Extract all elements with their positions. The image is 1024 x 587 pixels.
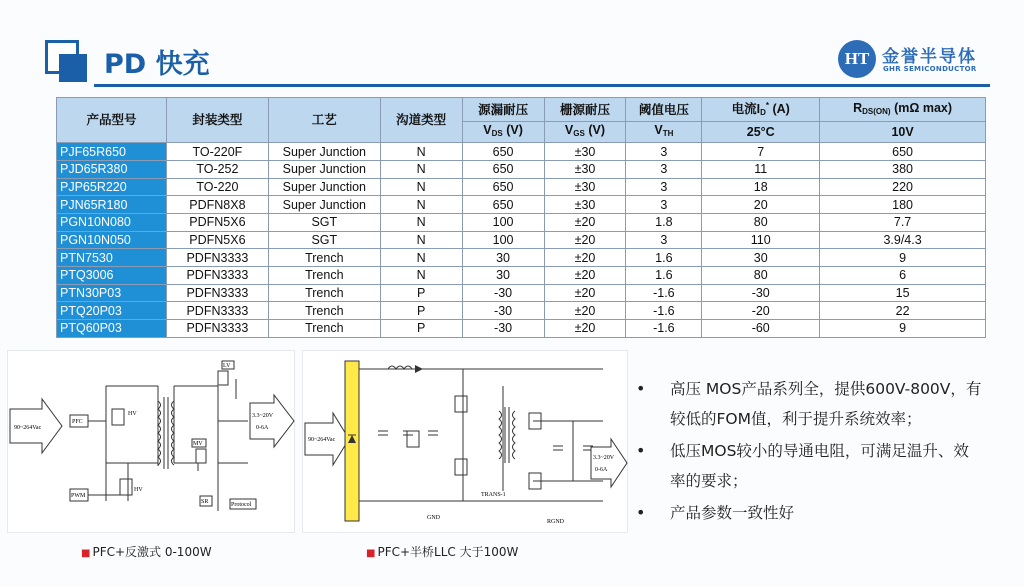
cell-part: PJD65R380 <box>57 160 167 178</box>
cell-vth: 3 <box>626 196 702 214</box>
bullet-item: • 高压 MOS产品系列全，提供600V-800V，有较低的FOM值，利于提升系统效率； <box>634 374 984 434</box>
cell-rds: 9 <box>820 249 986 267</box>
cell-part: PTQ20P03 <box>57 302 167 320</box>
left-pfc-label: PFC <box>72 419 83 425</box>
cell-channel: N <box>380 160 462 178</box>
left-protocol-label: Protocol <box>231 502 252 508</box>
col-header-rds: $R_{DS(ON)}$ (mΩ max) <box>820 98 986 122</box>
cell-vds: 650 <box>462 196 544 214</box>
table-row <box>57 231 986 249</box>
llc-output-arrow-icon <box>591 439 627 487</box>
cell-channel: N <box>380 266 462 284</box>
cell-vgs: ±30 <box>544 143 626 161</box>
caption-marker-icon: ■ <box>81 548 91 559</box>
cell-vth: 1.6 <box>626 266 702 284</box>
cell-vgs: ±20 <box>544 302 626 320</box>
cell-channel: P <box>380 284 462 302</box>
flyback-circuit-diagram <box>7 350 295 533</box>
cell-package: PDFN3333 <box>166 249 268 267</box>
cell-id: -30 <box>702 284 820 302</box>
cell-part: PJP65R220 <box>57 178 167 196</box>
left-hv1-label: HV <box>128 411 137 417</box>
cell-id: 7 <box>702 143 820 161</box>
cell-rds: 3.9/4.3 <box>820 231 986 249</box>
cell-vds: -30 <box>462 302 544 320</box>
cell-vds: 650 <box>462 178 544 196</box>
col-subheader-id-condition: 25°C <box>702 122 820 143</box>
cell-rds: 9 <box>820 320 986 338</box>
cell-rds: 7.7 <box>820 213 986 231</box>
cell-vth: 1.8 <box>626 213 702 231</box>
table-row <box>57 249 986 267</box>
cell-vth: 1.6 <box>626 249 702 267</box>
caption-marker-icon: ■ <box>366 548 376 559</box>
col-subheader-vth: $V_{TH}$ <box>626 122 702 143</box>
cell-package: PDFN3333 <box>166 284 268 302</box>
col-header-vth: 阈值电压 <box>626 98 702 122</box>
cell-rds: 380 <box>820 160 986 178</box>
cell-channel: N <box>380 231 462 249</box>
table-row <box>57 178 986 196</box>
cell-vgs: ±20 <box>544 249 626 267</box>
table-row <box>57 213 986 231</box>
cell-channel: N <box>380 249 462 267</box>
cell-rds: 220 <box>820 178 986 196</box>
cell-part: PJF65R650 <box>57 143 167 161</box>
cell-process: Trench <box>268 266 380 284</box>
cell-package: PDFN5X6 <box>166 231 268 249</box>
table-row <box>57 160 986 178</box>
right-rgnd-label: RGND <box>547 519 565 525</box>
cell-vds: 100 <box>462 231 544 249</box>
cell-vth: 3 <box>626 160 702 178</box>
table-row <box>57 320 986 338</box>
cell-vds: 30 <box>462 266 544 284</box>
cell-vds: 650 <box>462 160 544 178</box>
cell-vth: 3 <box>626 178 702 196</box>
cell-vds: 650 <box>462 143 544 161</box>
cell-package: PDFN3333 <box>166 302 268 320</box>
cell-vgs: ±30 <box>544 160 626 178</box>
cell-rds: 6 <box>820 266 986 284</box>
col-subheader-vgs: $V_{GS}$ (V) <box>544 122 626 143</box>
cell-id: 30 <box>702 249 820 267</box>
bullet-item: • 产品参数一致性好 <box>634 498 984 528</box>
cell-vth: 3 <box>626 231 702 249</box>
right-gnd-label: GND <box>427 515 440 521</box>
left-hv2-label: HV <box>134 487 143 493</box>
cell-process: Super Junction <box>268 160 380 178</box>
cell-id: 80 <box>702 266 820 284</box>
cell-package: TO-220 <box>166 178 268 196</box>
cell-process: Super Junction <box>268 196 380 214</box>
cell-vgs: ±20 <box>544 231 626 249</box>
cell-id: -20 <box>702 302 820 320</box>
cell-channel: N <box>380 143 462 161</box>
logo-mark-icon: HT <box>838 40 876 78</box>
left-output-a-label: 0-6A <box>256 425 269 431</box>
cell-rds: 650 <box>820 143 986 161</box>
left-sr-label: SR <box>201 499 209 505</box>
cell-vds: -30 <box>462 284 544 302</box>
cell-id: 20 <box>702 196 820 214</box>
cell-vgs: ±30 <box>544 178 626 196</box>
cell-part: PGN10N080 <box>57 213 167 231</box>
cell-part: PTQ3006 <box>57 266 167 284</box>
table-row <box>57 284 986 302</box>
cell-vds: 30 <box>462 249 544 267</box>
right-input-label: 90~264Vac <box>308 437 336 443</box>
right-output-a-label: 0-6A <box>595 467 608 473</box>
cell-package: PDFN3333 <box>166 266 268 284</box>
cell-id: 110 <box>702 231 820 249</box>
col-header-vgs: 栅源耐压 <box>544 98 626 122</box>
col-header-channel: 沟道类型 <box>380 98 462 143</box>
cell-vth: 3 <box>626 143 702 161</box>
cell-part: PGN10N050 <box>57 231 167 249</box>
cell-channel: N <box>380 213 462 231</box>
table-row <box>57 143 986 161</box>
cell-vgs: ±20 <box>544 213 626 231</box>
table-row <box>57 266 986 284</box>
col-header-part: 产品型号 <box>57 98 167 143</box>
left-mv-label: MV <box>193 441 203 447</box>
cell-package: PDFN3333 <box>166 320 268 338</box>
cell-id: 11 <box>702 160 820 178</box>
left-output-v-label: 3.3~20V <box>252 413 274 419</box>
cell-rds: 180 <box>820 196 986 214</box>
col-header-id: 电流$I_D^*$ (A) <box>702 98 820 122</box>
cell-part: PTN7530 <box>57 249 167 267</box>
cell-channel: P <box>380 302 462 320</box>
cell-channel: P <box>380 320 462 338</box>
cell-process: SGT <box>268 213 380 231</box>
cell-process: Super Junction <box>268 143 380 161</box>
page-title: PD 快充 <box>104 49 210 80</box>
cell-process: Trench <box>268 302 380 320</box>
cell-process: Trench <box>268 249 380 267</box>
cell-vth: -1.6 <box>626 284 702 302</box>
title-square-icon <box>45 40 87 82</box>
logo-name-cn: 金誉半导体 <box>882 47 977 67</box>
cell-id: 80 <box>702 213 820 231</box>
cell-vds: -30 <box>462 320 544 338</box>
feature-bullets <box>634 374 984 530</box>
cell-channel: N <box>380 196 462 214</box>
cell-part: PJN65R180 <box>57 196 167 214</box>
cell-package: TO-220F <box>166 143 268 161</box>
cell-process: Trench <box>268 320 380 338</box>
cell-vgs: ±20 <box>544 320 626 338</box>
table-row <box>57 302 986 320</box>
cell-part: PTN30P03 <box>57 284 167 302</box>
col-subheader-vds: $V_{DS}$ (V) <box>462 122 544 143</box>
cell-vds: 100 <box>462 213 544 231</box>
col-header-package: 封装类型 <box>166 98 268 143</box>
cell-vth: -1.6 <box>626 320 702 338</box>
bullet-dot-icon: • <box>636 503 646 522</box>
cell-package: TO-252 <box>166 160 268 178</box>
cell-vgs: ±30 <box>544 196 626 214</box>
left-input-label: 90~264Vac <box>14 425 42 431</box>
table-row <box>57 196 986 214</box>
logo-name-en: GHR SEMICONDUCTOR <box>883 65 977 73</box>
llc-circuit-diagram <box>302 350 628 533</box>
bullet-item: • 低压MOS较小的导通电阻，可满足温升、效率的要求； <box>634 436 984 496</box>
title-divider <box>94 84 990 87</box>
cell-package: PDFN8X8 <box>166 196 268 214</box>
cell-channel: N <box>380 178 462 196</box>
left-lv-label: LV <box>223 363 231 369</box>
col-header-process: 工艺 <box>268 98 380 143</box>
output-arrow-icon <box>250 395 294 447</box>
cell-process: Super Junction <box>268 178 380 196</box>
cell-id: -60 <box>702 320 820 338</box>
cell-process: SGT <box>268 231 380 249</box>
cell-id: 18 <box>702 178 820 196</box>
cell-rds: 15 <box>820 284 986 302</box>
flyback-caption: ■ PFC+反激式 0-100W <box>81 545 212 559</box>
cell-process: Trench <box>268 284 380 302</box>
company-logo <box>838 40 988 80</box>
bullet-dot-icon: • <box>636 379 646 398</box>
col-subheader-rds-condition: 10V <box>820 122 986 143</box>
right-trans-label: TRANS-1 <box>481 492 506 498</box>
cell-vgs: ±20 <box>544 266 626 284</box>
mosfet-spec-table <box>56 97 986 338</box>
cell-vth: -1.6 <box>626 302 702 320</box>
cell-package: PDFN5X6 <box>166 213 268 231</box>
bullet-dot-icon: • <box>636 441 646 460</box>
left-pwm-label: PWM <box>71 493 86 499</box>
cell-rds: 22 <box>820 302 986 320</box>
right-output-v-label: 3.3~20V <box>593 455 615 461</box>
col-header-vds: 源漏耐压 <box>462 98 544 122</box>
llc-caption: ■ PFC+半桥LLC 大于100W <box>366 545 519 559</box>
cell-part: PTQ60P03 <box>57 320 167 338</box>
cell-vgs: ±20 <box>544 284 626 302</box>
